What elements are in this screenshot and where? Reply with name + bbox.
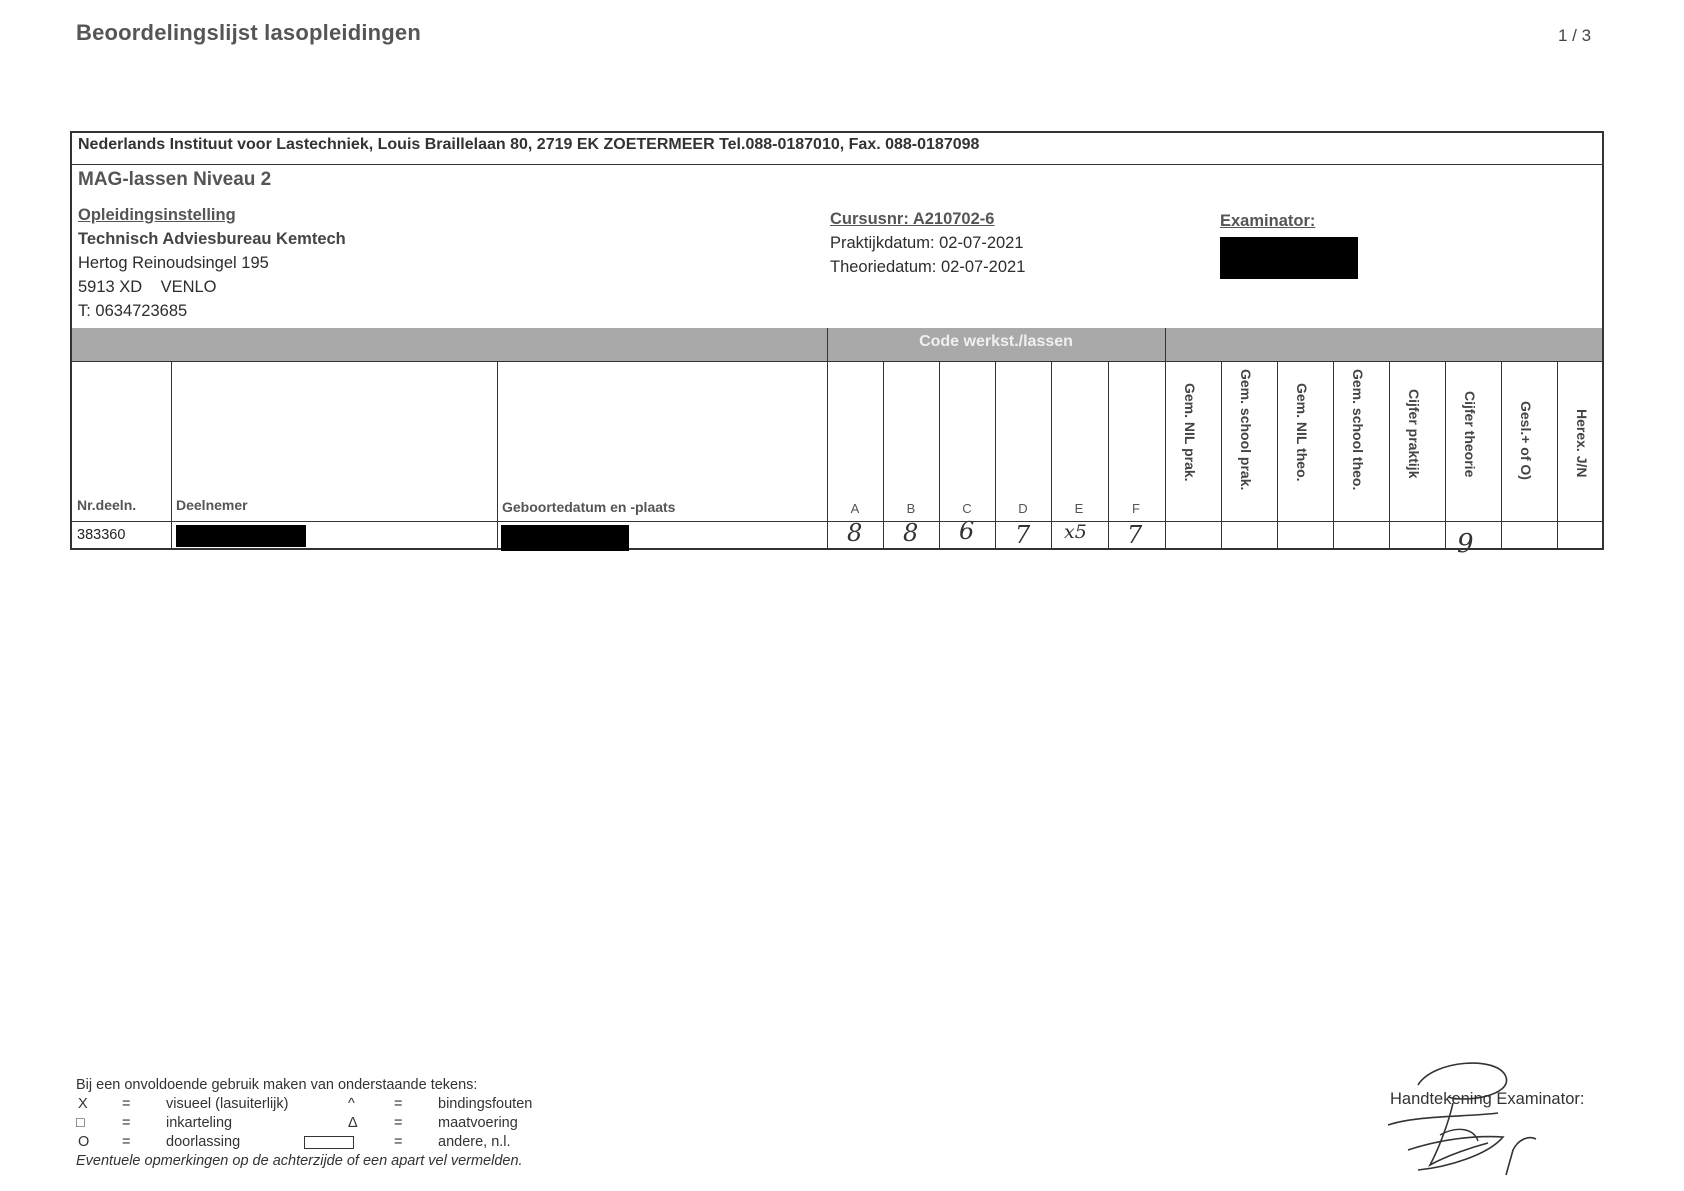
legend-symbol-rectangle <box>304 1136 354 1149</box>
legend-text: visueel (lasuiterlijk) <box>166 1096 289 1112</box>
institution-name: Technisch Adviesbureau Kemtech <box>78 230 346 248</box>
column-header-cijfer-praktijk: Cijfer praktijk <box>1406 389 1422 479</box>
column-header-gem-nil-theo: Gem. NIL theo. <box>1294 383 1310 482</box>
legend-symbol-x: X <box>78 1096 88 1112</box>
divider <box>1277 361 1278 550</box>
institution-block <box>78 203 346 323</box>
divider <box>72 164 1602 165</box>
legend-text: maatvoering <box>438 1115 518 1131</box>
assessment-form <box>70 131 1604 559</box>
legend-text: bindingsfouten <box>438 1096 533 1112</box>
institute-line: Nederlands Instituut voor Lastechniek, Louis Braillelaan 80, 2719 EK ZOETERMEER Tel.088-0187010, Fax. 088-0187098 <box>78 136 980 153</box>
column-header-c: C <box>962 501 972 516</box>
institution-street: Hertog Reinoudsingel 195 <box>78 254 269 272</box>
redacted-participant-name <box>176 525 306 547</box>
divider <box>1108 361 1109 550</box>
column-header-a: A <box>850 501 860 516</box>
column-header-geslaagd: Gesl.+ of O) <box>1518 401 1534 480</box>
theory-grade: 9 <box>1457 529 1474 559</box>
legend-text: doorlassing <box>166 1134 241 1150</box>
examiner-block <box>1220 209 1315 233</box>
document-title: Beoordelingslijst lasopleidingen <box>76 20 422 45</box>
equals-sign: = <box>122 1115 131 1131</box>
legend-text: andere, n.l. <box>438 1134 511 1150</box>
equals-sign: = <box>122 1134 131 1150</box>
divider <box>72 361 1602 362</box>
institution-postcode: 5913 XD <box>78 278 143 296</box>
legend-note: Eventuele opmerkingen op de achterzijde of een apart vel vermelden. <box>76 1153 523 1169</box>
equals-sign: = <box>394 1134 403 1150</box>
examiner-label: Examinator: <box>1220 212 1316 230</box>
legend-symbol-circle: O <box>78 1134 90 1150</box>
divider <box>1051 361 1052 550</box>
divider <box>1389 361 1390 550</box>
score-c: 6 <box>959 517 975 545</box>
column-header-birth: Geboortedatum en -plaats <box>502 499 676 515</box>
course-title: MAG-lassen Niveau 2 <box>78 169 272 190</box>
code-group-header: Code werkst./lassen <box>919 333 1073 350</box>
legend-text: inkarteling <box>166 1115 233 1131</box>
redacted-birth-data <box>501 525 629 551</box>
score-e: x5 <box>1064 521 1087 543</box>
column-header-d: D <box>1018 501 1028 516</box>
column-header-gem-nil-prak: Gem. NIL prak. <box>1182 383 1198 482</box>
legend-symbol-triangle: Δ <box>348 1115 358 1131</box>
participant-number: 383360 <box>77 527 126 543</box>
score-f: 7 <box>1127 521 1143 549</box>
table-header-band <box>72 328 1602 361</box>
redacted-examiner-name <box>1220 237 1358 279</box>
divider <box>827 328 828 550</box>
column-header-gem-school-theo: Gem. school theo. <box>1350 369 1366 491</box>
practice-date: Praktijkdatum: 02-07-2021 <box>830 234 1024 252</box>
divider <box>497 361 498 550</box>
equals-sign: = <box>394 1115 403 1131</box>
equals-sign: = <box>394 1096 403 1112</box>
legend-row <box>76 1095 533 1114</box>
divider <box>1501 361 1502 550</box>
divider <box>939 361 940 550</box>
divider <box>1165 328 1166 550</box>
divider <box>72 521 1602 522</box>
column-header-nr: Nr.deeln. <box>77 497 137 513</box>
signature-label: Handtekening Examinator: <box>1390 1090 1585 1108</box>
column-header-e: E <box>1074 501 1084 516</box>
page-number: 1 / 3 <box>1558 26 1592 45</box>
institution-label: Opleidingsinstelling <box>78 206 236 224</box>
legend-row <box>76 1133 523 1152</box>
institution-city: VENLO <box>160 278 217 296</box>
legend-row <box>76 1114 523 1133</box>
divider <box>1221 361 1222 550</box>
equals-sign: = <box>122 1096 131 1112</box>
score-a: 8 <box>847 519 863 547</box>
column-header-f: F <box>1132 501 1140 516</box>
theory-date: Theoriedatum: 02-07-2021 <box>830 258 1026 276</box>
course-number: Cursusnr: A210702-6 <box>830 210 995 228</box>
column-header-cijfer-theorie: Cijfer theorie <box>1462 391 1478 478</box>
legend <box>76 1076 533 1171</box>
legend-intro: Bij een onvoldoende gebruik maken van onderstaande tekens: <box>76 1077 478 1093</box>
divider <box>1557 361 1558 550</box>
institution-phone: T: 0634723685 <box>78 302 188 320</box>
divider <box>883 361 884 550</box>
score-b: 8 <box>903 519 919 547</box>
score-d: 7 <box>1015 521 1031 549</box>
column-header-participant: Deelnemer <box>176 497 248 513</box>
divider <box>995 361 996 550</box>
divider <box>171 361 172 550</box>
divider <box>1445 361 1446 550</box>
course-info <box>830 207 1025 279</box>
column-header-herexamen: Herex. J/N <box>1574 409 1590 478</box>
examiner-signature <box>1378 1055 1548 1185</box>
column-header-b: B <box>906 501 916 516</box>
divider <box>1333 361 1334 550</box>
column-header-gem-school-prak: Gem. school prak. <box>1238 369 1254 491</box>
legend-symbol-square: □ <box>76 1115 85 1131</box>
legend-symbol-caret: ^ <box>348 1096 355 1112</box>
